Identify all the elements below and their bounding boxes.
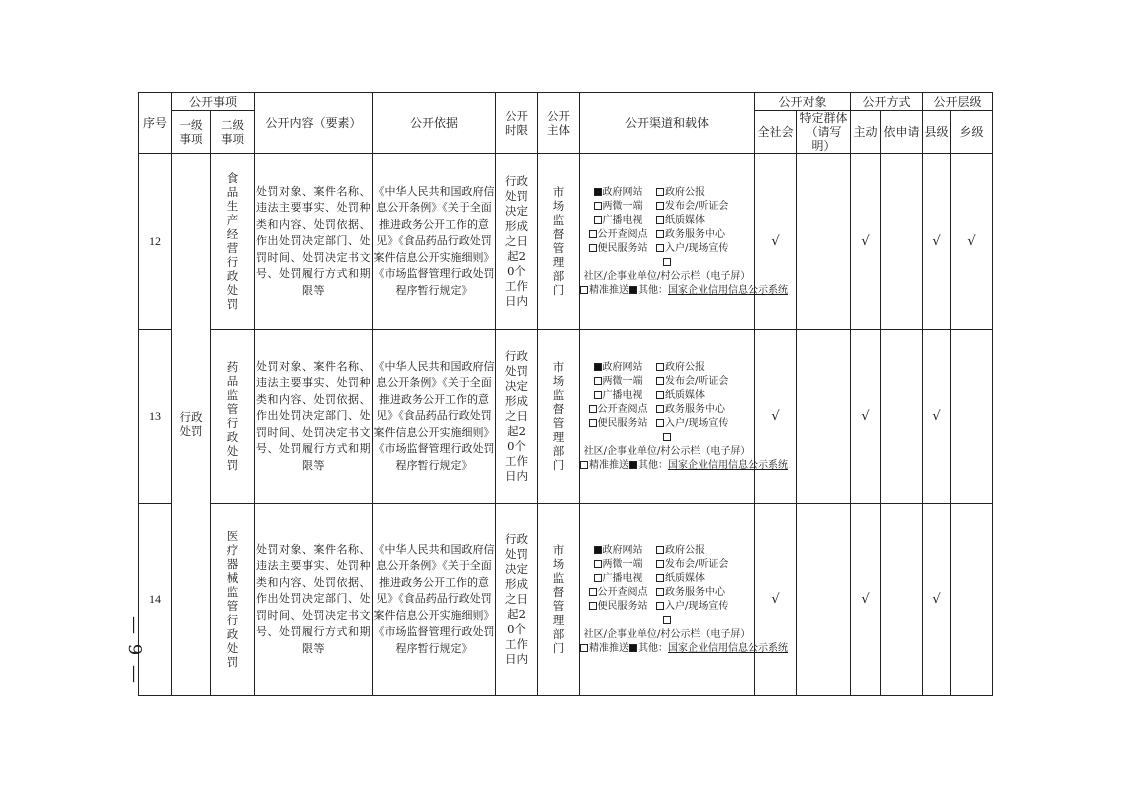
checkbox: [656, 405, 664, 413]
checkbox: [663, 258, 671, 266]
page-number: — 9 —: [123, 616, 145, 685]
checkbox: [594, 202, 602, 210]
header-specific-group: 特定群体（请写明）: [797, 111, 851, 154]
checkbox: [580, 461, 588, 469]
row-on-request: [881, 504, 923, 696]
header-target-group: 公开对象: [755, 93, 851, 111]
checkbox-checked: [629, 461, 637, 469]
checkbox: [594, 574, 602, 582]
header-channels: 公开渠道和载体: [580, 93, 755, 154]
other-channel-link[interactable]: 国家企业信用信息公示系统: [668, 642, 789, 654]
checkbox-checked: [594, 363, 602, 371]
checkbox: [656, 216, 664, 224]
row-subject: 市场监督管理部门: [538, 504, 580, 696]
row-basis: 《中华人民共和国政府信息公开条例》《关于全面推进政务公开工作的意见》《食品药品行政处罚案件信息公开实施细则》《市场监督管理行政处罚程序暂行规定》: [373, 154, 496, 330]
row-time-limit: 行政处罚决定形成之日起20个工作日内: [496, 154, 538, 330]
disclosure-table: [138, 92, 993, 696]
checkbox: [589, 244, 597, 252]
checkbox: [594, 216, 602, 224]
checkbox: [656, 546, 664, 554]
checkbox: [580, 286, 588, 294]
checkbox-checked: [594, 188, 602, 196]
header-all-society: 全社会: [755, 111, 797, 154]
row-channels: 政府网站 政府公报 两微一端 发布会/听证会 广播电视 纸质媒体 公开查阅点 政务服务中心 便民服务站 入户/现场宣传 社区/企事业单位/村公示栏（电子屏） 精准推送 其他：国家企业信用信息公示系统: [580, 504, 755, 696]
row-on-request: [881, 330, 923, 504]
header-township: 乡级: [951, 111, 993, 154]
header-proactive: 主动: [851, 111, 881, 154]
checkbox: [656, 574, 664, 582]
row-basis: 《中华人民共和国政府信息公开条例》《关于全面推进政务公开工作的意见》《食品药品行政处罚案件信息公开实施细则》《市场监督管理行政处罚程序暂行规定》: [373, 504, 496, 696]
row-proactive: √: [851, 504, 881, 696]
checkbox: [594, 391, 602, 399]
header-level2: 二级事项: [211, 111, 255, 154]
row-channels: 政府网站 政府公报 两微一端 发布会/听证会 广播电视 纸质媒体 公开查阅点 政务服务中心 便民服务站 入户/现场宣传 社区/企事业单位/村公示栏（电子屏） 精准推送 其他：国家企业信用信息公示系统: [580, 330, 755, 504]
row-basis: 《中华人民共和国政府信息公开条例》《关于全面推进政务公开工作的意见》《食品药品行政处罚案件信息公开实施细则》《市场监督管理行政处罚程序暂行规定》: [373, 330, 496, 504]
row-content: 处罚对象、案件名称、违法主要事实、处罚种类和内容、处罚依据、作出处罚决定部门、处罚时间、处罚决定书文号、处罚履行方式和期限等: [255, 504, 373, 696]
row-time-limit: 行政处罚决定形成之日起20个工作日内: [496, 330, 538, 504]
shared-level1-cell: 行政处罚: [172, 154, 211, 696]
row-township: [951, 330, 993, 504]
checkbox: [656, 419, 664, 427]
header-content: 公开内容（要素）: [255, 93, 373, 154]
checkbox: [656, 391, 664, 399]
row-all-society: √: [755, 154, 797, 330]
checkbox: [589, 230, 597, 238]
row-all-society: √: [755, 504, 797, 696]
header-level1: 一级事项: [172, 111, 211, 154]
checkbox: [594, 377, 602, 385]
checkbox: [589, 602, 597, 610]
row-county: √: [923, 330, 951, 504]
header-level-group: 公开层级: [923, 93, 993, 111]
header-county: 县级: [923, 111, 951, 154]
row-township: √: [951, 154, 993, 330]
row-seq: 14: [139, 504, 172, 696]
header-subject: 公开主体: [538, 93, 580, 154]
other-channel-link[interactable]: 国家企业信用信息公示系统: [668, 284, 789, 296]
row-subject: 市场监督管理部门: [538, 154, 580, 330]
row-subject: 市场监督管理部门: [538, 330, 580, 504]
row-time-limit: 行政处罚决定形成之日起20个工作日内: [496, 504, 538, 696]
row-county: √: [923, 154, 951, 330]
header-time-limit: 公开时限: [496, 93, 538, 154]
row-seq: 13: [139, 330, 172, 504]
checkbox: [663, 433, 671, 441]
table-row: [139, 504, 993, 696]
row-proactive: √: [851, 154, 881, 330]
row-on-request: [881, 154, 923, 330]
header-seq: 序号: [139, 93, 172, 154]
row-level2: 医疗器械监管行政处罚: [211, 504, 255, 696]
row-county: √: [923, 504, 951, 696]
checkbox: [656, 202, 664, 210]
table-row: [139, 330, 993, 504]
checkbox: [589, 588, 597, 596]
row-township: [951, 504, 993, 696]
row-level2: 食品生产经营行政处罚: [211, 154, 255, 330]
checkbox-checked: [629, 286, 637, 294]
header-basis: 公开依据: [373, 93, 496, 154]
checkbox: [656, 244, 664, 252]
row-specific-group: [797, 330, 851, 504]
row-seq: 12: [139, 154, 172, 330]
table-row: [139, 154, 993, 330]
checkbox: [656, 230, 664, 238]
checkbox: [594, 560, 602, 568]
checkbox: [656, 188, 664, 196]
checkbox-checked: [594, 546, 602, 554]
header-method-group: 公开方式: [851, 93, 923, 111]
row-proactive: √: [851, 330, 881, 504]
row-content: 处罚对象、案件名称、违法主要事实、处罚种类和内容、处罚依据、作出处罚决定部门、处罚时间、处罚决定书文号、处罚履行方式和期限等: [255, 154, 373, 330]
row-channels: 政府网站 政府公报 两微一端 发布会/听证会 广播电视 纸质媒体 公开查阅点 政务服务中心 便民服务站 入户/现场宣传 社区/企事业单位/村公示栏（电子屏） 精准推送 其他：国家企业信用信息公示系统: [580, 154, 755, 330]
row-specific-group: [797, 154, 851, 330]
checkbox-checked: [629, 644, 637, 652]
checkbox: [589, 405, 597, 413]
row-content: 处罚对象、案件名称、违法主要事实、处罚种类和内容、处罚依据、作出处罚决定部门、处罚时间、处罚决定书文号、处罚履行方式和期限等: [255, 330, 373, 504]
checkbox: [656, 377, 664, 385]
checkbox: [580, 644, 588, 652]
row-level2: 药品监管行政处罚: [211, 330, 255, 504]
checkbox: [656, 363, 664, 371]
checkbox: [656, 588, 664, 596]
other-channel-link[interactable]: 国家企业信用信息公示系统: [668, 459, 789, 471]
checkbox: [663, 616, 671, 624]
checkbox: [656, 602, 664, 610]
header-on-request: 依申请: [881, 111, 923, 154]
checkbox: [656, 560, 664, 568]
row-all-society: √: [755, 330, 797, 504]
row-specific-group: [797, 504, 851, 696]
header-matter-group: 公开事项: [172, 93, 255, 111]
checkbox: [589, 419, 597, 427]
